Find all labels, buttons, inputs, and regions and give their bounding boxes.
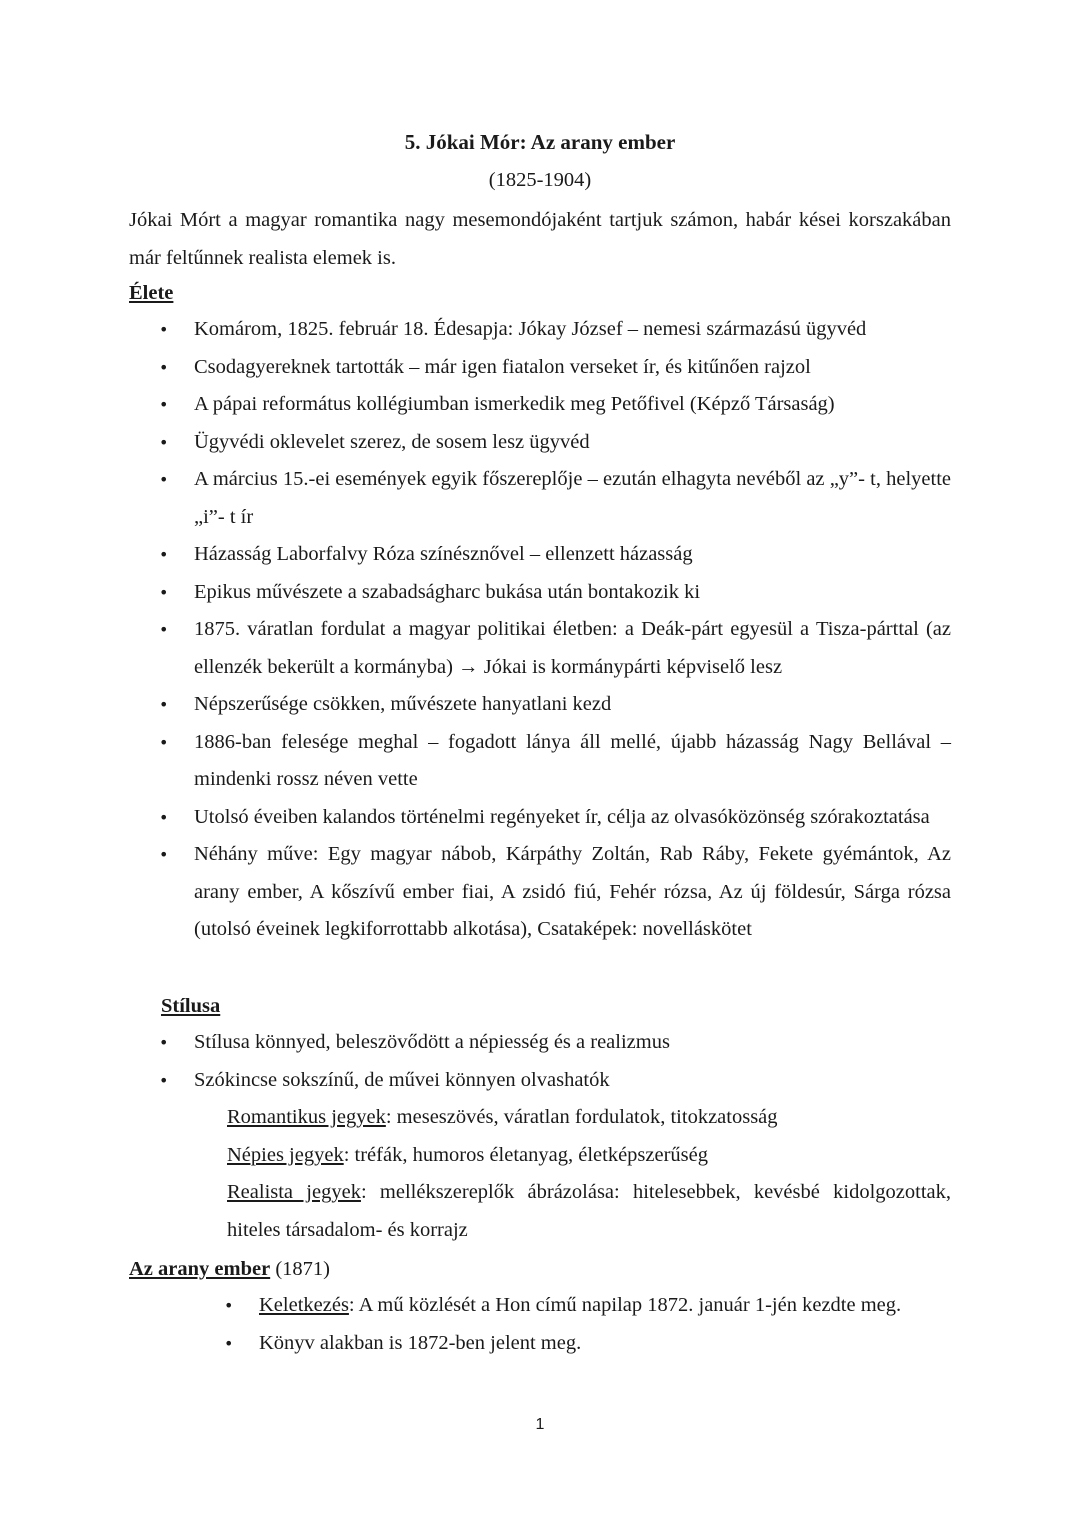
list-item: • 1875. váratlan fordulat a magyar politikai életben: a Deák-párt egyesül a Tisza-párttal (az ellenzék bekerült a kormányba) → Jókai is kormánypárti képviselő lesz [159,611,951,686]
page-number: 1 [535,1416,545,1433]
author-dates: (1825-1904) [488,169,592,191]
list-item: • 1886-ban felesége meghal – fogadott lánya áll mellé, újabb házasság Nagy Bellával – mindenki rossz néven vette [159,724,951,799]
list-item [224,1325,951,1363]
list-item: • Házasság Laborfalvy Róza színésznővel – ellenzett házasság [159,536,951,574]
list-item: • Népszerűsége csökken, művészete hanyatlani kezd [159,686,951,724]
list-item: • Ügyvédi oklevelet szerez, de sosem lesz ügyvéd [159,424,951,462]
jegy-realista [227,1174,951,1249]
elete-list [159,311,951,949]
mu-list [224,1287,951,1362]
intro-paragraph: Jókai Mórt a magyar romantika nagy mesemondójaként tartjuk számon, habár kései korszakában már feltűnnek realista elemek is. [129,209,951,269]
list-item: • A pápai református kollégiumban ismerkedik meg Petőfivel (Képző Társaság) [159,386,951,424]
section-heading-mu [129,1255,330,1283]
list-item: • Utolsó éveiben kalandos történelmi regényeket ír, célja az olvasóközönség szórakoztatása [159,799,951,837]
list-item: • A március 15.-ei események egyik főszereplője – ezután elhagyta nevéből az „y”- t, helyette „i”- t ír [159,461,951,536]
document-title: 5. Jókai Mór: Az arany ember [404,130,676,154]
item-label: Keletkezés [259,1294,349,1316]
section-heading-stilusa: Stílusa [161,995,221,1017]
jegy-text: : meseszövés, váratlan fordulatok, titokzatosság [385,1106,778,1128]
jegyek-block [227,1099,951,1249]
jegy-label: Romantikus jegyek [227,1106,386,1128]
stilusa-list [159,1024,951,1099]
jegy-nepies [227,1137,951,1175]
jegy-text: : tréfák, humoros életanyag, életképszerűség [343,1143,708,1166]
list-item: • Szókincse sokszínű, de művei könnyen olvashatók [159,1062,951,1100]
item-text: Könyv alakban is 1872-ben jelent meg. [259,1331,582,1354]
list-item: • Stílusa könnyed, beleszövődött a népiesség és a realizmus [159,1024,951,1062]
list-item: • Néhány műve: Egy magyar nábob, Kárpáthy Zoltán, Rab Ráby, Fekete gyémántok, Az arany ember, A kőszívű ember fiai, A zsidó fiú, Fehér rózsa, Az új földesúr, Sárga rózsa (utolsó éveinek legkiforrottabb alkotása), Csataképek: novelláskötet [159,836,951,949]
jegy-text: : mellékszereplők ábrázolása: hitelesebbek, kevésbé kidolgozottak, hiteles társadalom- és korrajz [227,1181,951,1241]
list-item: • Epikus művészete a szabadságharc bukása után bontakozik ki [159,574,951,612]
list-item: • Komárom, 1825. február 18. Édesapja: Jókay József – nemesi származású ügyvéd [159,311,951,349]
jegy-label: Népies jegyek [227,1143,344,1166]
mu-title: Az arany ember [129,1258,271,1280]
list-item [224,1287,951,1325]
section-heading-elete: Élete [129,282,174,304]
jegy-label: Realista jegyek [227,1181,361,1203]
item-text: : A mű közlését a Hon című napilap 1872. január 1-jén kezdte meg. [348,1294,902,1316]
jegy-romantikus [227,1099,951,1137]
mu-year: (1871) [270,1258,330,1280]
list-item: • Csodagyereknek tartották – már igen fiatalon verseket ír, és kitűnően rajzol [159,349,951,387]
